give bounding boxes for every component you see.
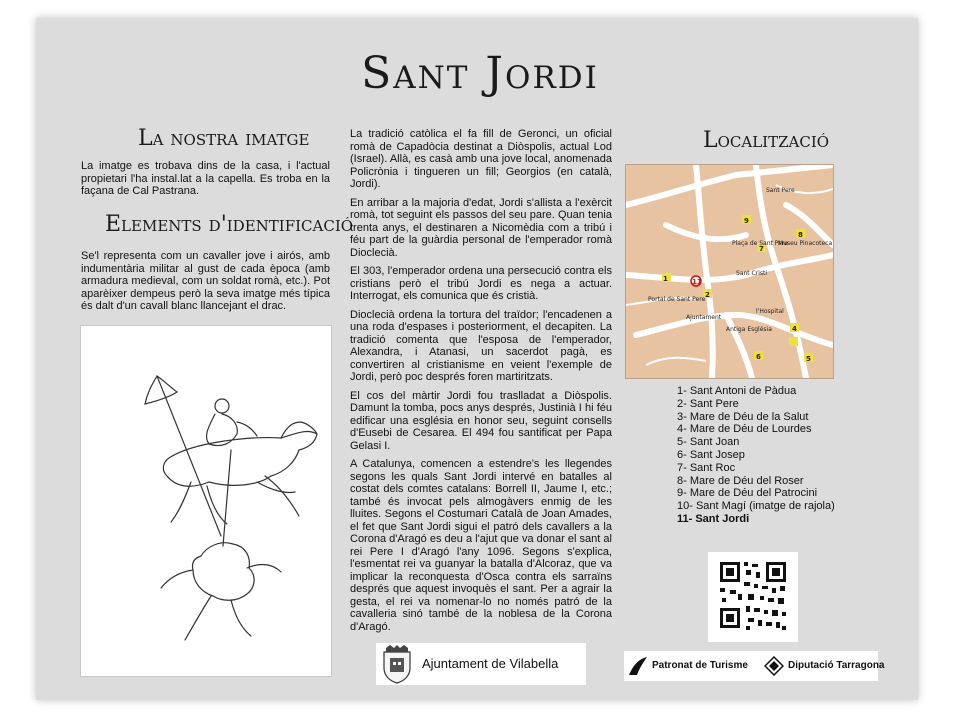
history-paragraph: Dioclecià ordena la tortura del traïdor; l'encadenen a una roda d'espases i posteriorment, el decapiten. La tradició comenta que l'esposa de l'emperador, Alexandra, i Atanasi, un sacerdot pagà, es convertiren al cristianisme en veient l'exemple de Jordi, però poc després foren martiritzats.: [350, 308, 612, 383]
svg-text:l'Hospital: l'Hospital: [756, 308, 784, 315]
heading-identification: Elements d'identificació: [105, 212, 354, 237]
patronat-name: Patronat de Turisme: [652, 660, 748, 671]
legend-item-current: 11- Sant Jordi: [677, 512, 750, 525]
history-text: [350, 128, 612, 639]
history-paragraph: A Catalunya, comencen a estendre's les llegendes segons les quals Sant Jordi intervé en batalles al costat dels comtes catalans: Borrell II, Jaume I, etc.; també és invocat pels almogàvers enmig de les lluites. Segons el Costumari Català de Joan Amades, el fet que Sant Jordi sigui el patró dels cavallers a la Corona d'Aragó es deu a l'ajut que va donar el sant al rei Pere I d'Aragó l'any 1096. Segons s'explica, l'esmentat rei va guanyar la batalla d'Alcoraz, que va implicar la reconquesta d'Osca contra els sarraïns després que aquest invoquès el sant. Per a agrair la gesta, el rei va nomenar-lo no només patró de la cavalleria sinó també de la noblesa de la Corona d'Aragó.: [350, 458, 612, 633]
history-paragraph: En arribar a la majoria d'edat, Jordi s'allista a l'exèrcit romà, tot seguint els passos del seu pare. Quan tenia trenta anys, el destinaren a Nicomèdia com a tribú i féu part de la guàrdia personal de l'emperador romà Dioclecià.: [350, 196, 612, 259]
svg-text:8: 8: [798, 231, 803, 239]
legend-item: 5- Sant Joan: [677, 436, 740, 449]
legend-item: 1- Sant Antoni de Pàdua: [677, 385, 797, 397]
history-paragraph: El cos del màrtir Jordi fou traslladat a Diòspolis. Damunt la tomba, pocs anys després, Justinià I hi féu edificar una església en honor seu, seguint consells d'Eusebi de Cesarea. El 494 fou santificat per Papa Gelasi I.: [350, 389, 612, 452]
diputacio-logo-icon: [764, 656, 784, 676]
ajuntament-logo: [376, 643, 586, 685]
legend-item: 2- Sant Pere: [677, 397, 739, 410]
page-title: Sant Jordi: [361, 48, 599, 99]
saint-george-drawing: [80, 325, 332, 677]
history-paragraph: El 303, l'emperador ordena una persecució contra els cristians però el tribú Jordi es nega a actuar. Interrogat, els comunica que és cristià.: [350, 265, 612, 302]
coat-of-arms-icon: [380, 644, 414, 684]
svg-text:1: 1: [663, 275, 668, 283]
patronat-logo-icon: [627, 655, 649, 677]
legend-item: 7- Sant Roc: [677, 461, 736, 474]
heading-our-image: La nostra imatge: [138, 126, 310, 151]
legend-item: 9- Mare de Déu del Patrocini: [677, 487, 818, 500]
paragraph-our-image: La imatge es trobava dins de la casa, i l'actual propietari l'ha instal.lat a la capella. Es troba en la façana de Cal Pastrana.: [81, 160, 330, 197]
legend-item: 10- Sant Magí (imatge de rajola): [677, 500, 835, 513]
diputacio-name: Diputació Tarragona: [788, 660, 885, 671]
svg-text:Plaça de Sant Pere: Plaça de Sant Pere: [732, 240, 788, 247]
svg-text:2: 2: [705, 291, 710, 299]
svg-text:6: 6: [756, 353, 761, 361]
svg-text:Ajuntament: Ajuntament: [686, 314, 722, 321]
svg-text:Antiga Església: Antiga Església: [726, 326, 772, 333]
svg-text:11: 11: [692, 278, 702, 286]
svg-text:7: 7: [759, 245, 764, 253]
map-legend: [677, 385, 835, 526]
heading-location: Localització: [703, 128, 830, 153]
svg-text:Sant Cristi: Sant Cristi: [736, 270, 768, 277]
svg-text:Portal de Sant Pere: Portal de Sant Pere: [648, 296, 706, 303]
location-map: [625, 164, 834, 379]
svg-text:4: 4: [792, 325, 797, 333]
legend-item: 4- Mare de Déu de Lourdes: [677, 423, 812, 436]
qr-code[interactable]: [708, 552, 798, 642]
paragraph-identification: Se'l representa com un cavaller jove i airós, amb indumentària militar al gust de cada època (amb armadura medieval, com un soldat romà, etc.). Pot aparèixer dempeus però la seva imatge més típica és dalt d'un cavall blanc llancejant el drac.: [81, 250, 330, 312]
svg-text:9: 9: [744, 217, 749, 225]
legend-item: 6- Sant Josep: [677, 448, 745, 461]
ajuntament-name: Ajuntament de Vilabella: [422, 656, 559, 671]
svg-text:Museu Pinacoteca: Museu Pinacoteca: [778, 240, 833, 247]
partner-logos: [624, 651, 885, 681]
legend-item: 8- Mare de Déu del Roser: [677, 474, 804, 487]
svg-text:5: 5: [806, 355, 811, 363]
svg-text:Sant Pere: Sant Pere: [766, 187, 795, 194]
history-paragraph: La tradició catòlica el fa fill de Geronci, un oficial romà de Capadòcia destinat a Diòspolis, actual Lod (Israel). Allà, es casà amb una jove local, anomenada Policrònia i tingueren un fill; Georgios (en català, Jordi).: [350, 128, 612, 190]
legend-item: 3- Mare de Déu de la Salut: [677, 410, 809, 423]
